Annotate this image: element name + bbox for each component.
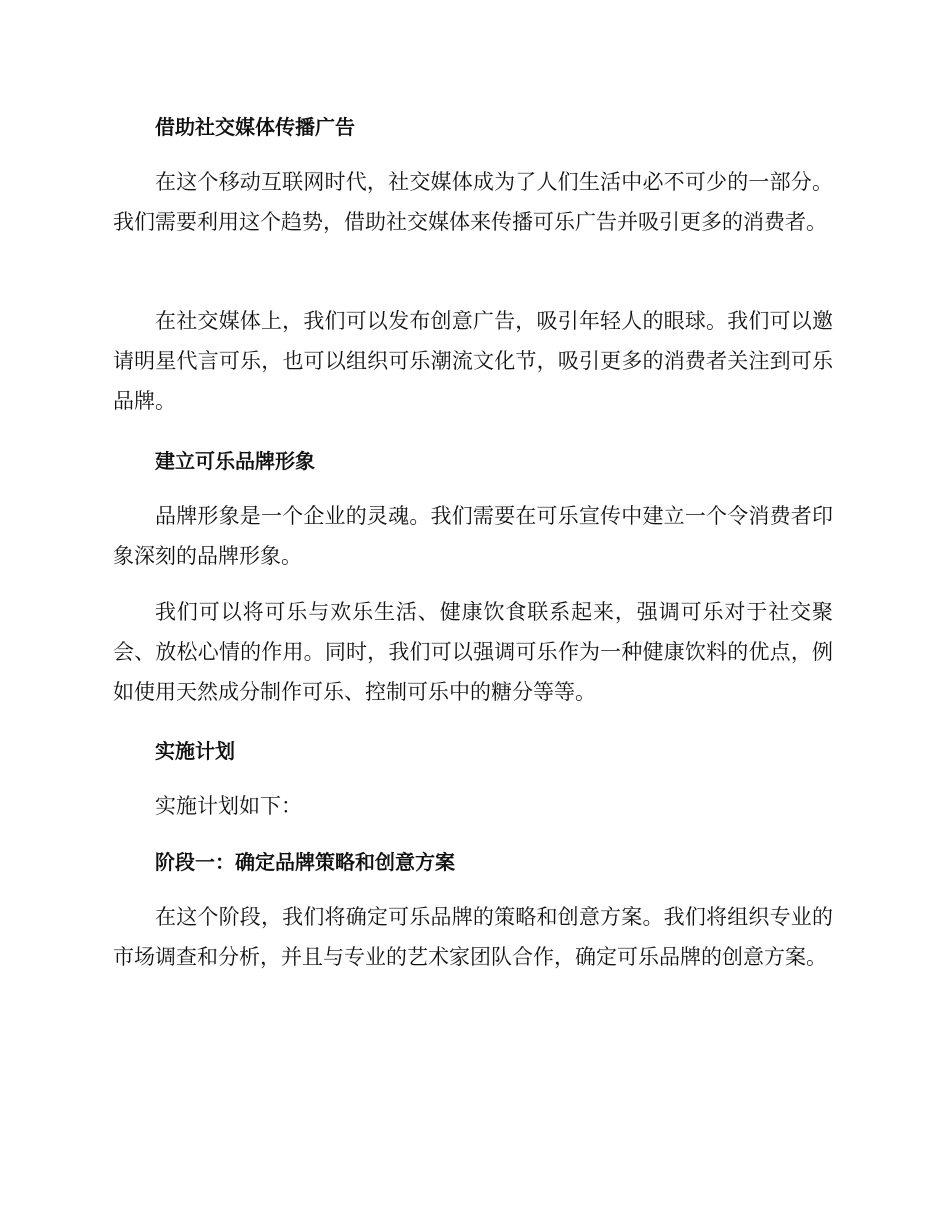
section-heading-brand-image: 建立可乐品牌形象: [155, 449, 315, 473]
section-heading-implementation-plan: 实施计划: [155, 739, 235, 763]
paragraph-social-media-tactics: 在社交媒体上，我们可以发布创意广告，吸引年轻人的眼球。我们可以邀请明星代言可乐，也可以组织可乐潮流文化节，吸引更多的消费者关注到可乐品牌。: [113, 309, 833, 413]
section-heading-phase-one: 阶段一：确定品牌策略和创意方案: [155, 850, 455, 874]
paragraph-social-media-intro: 在这个移动互联网时代，社交媒体成为了人们生活中必不可少的一部分。我们需要利用这个趋势，借助社交媒体来传播可乐广告并吸引更多的消费者。: [113, 170, 833, 234]
paragraph-implementation-plan-intro: 实施计划如下：: [155, 794, 302, 818]
section-heading-social-media: 借助社交媒体传播广告: [155, 115, 355, 139]
paragraph-brand-image-tactics: 我们可以将可乐与欢乐生活、健康饮食联系起来，强调可乐对于社交聚会、放松心情的作用。同时，我们可以强调可乐作为一种健康饮料的优点，例如使用天然成分制作可乐、控制可乐中的糖分等等。: [113, 600, 833, 704]
paragraph-brand-image-intro: 品牌形象是一个企业的灵魂。我们需要在可乐宣传中建立一个令消费者印象深刻的品牌形象。: [113, 504, 833, 568]
paragraph-phase-one-detail: 在这个阶段，我们将确定可乐品牌的策略和创意方案。我们将组织专业的市场调查和分析，并且与专业的艺术家团队合作，确定可乐品牌的创意方案。: [113, 905, 833, 969]
